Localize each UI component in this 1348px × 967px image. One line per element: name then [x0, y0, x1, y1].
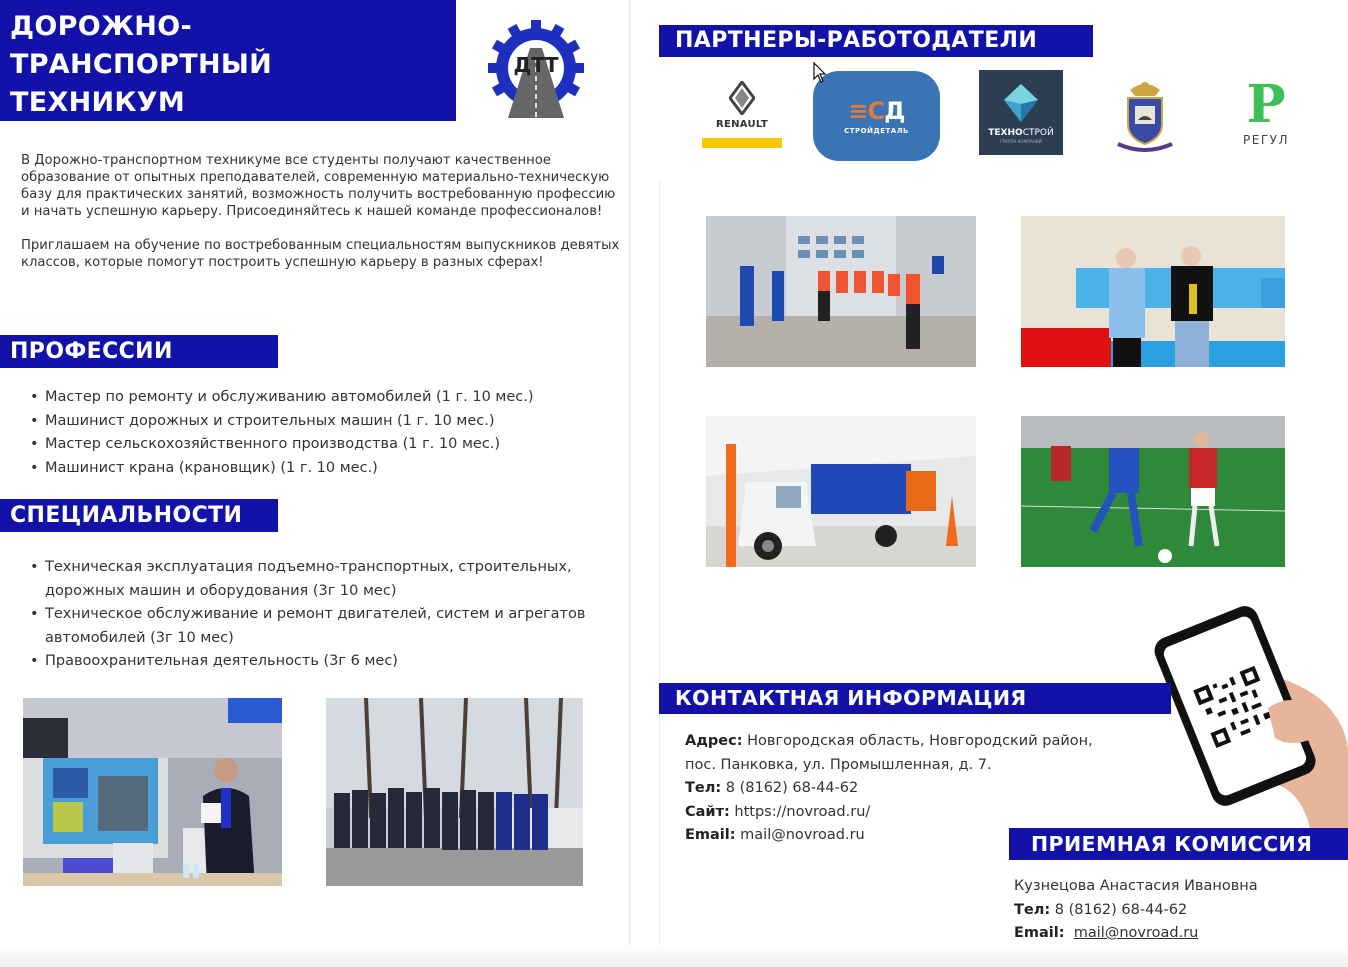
admission-person: Кузнецова Анастасия Ивановна [1014, 878, 1258, 894]
site-line [685, 801, 1155, 825]
presentation-photo [23, 698, 282, 886]
specialties-list [30, 556, 620, 674]
stroydetal-label: СТРОЙДЕТАЛЬ [844, 127, 909, 135]
title-block [0, 0, 456, 121]
truck-photo [706, 416, 976, 567]
bottom-shadow [0, 945, 1348, 967]
stroydetal-mark-b: Д [884, 97, 905, 125]
workshop-photo [706, 216, 976, 367]
intro-text [21, 152, 621, 271]
address-value: Новгородская область, Новгородский район, [742, 733, 1093, 749]
email-label: Email: [685, 827, 736, 843]
site-link[interactable]: https://novroad.ru/ [729, 803, 871, 820]
intro-paragraph-1: В Дорожно-транспортном техникуме все студенты получают качественное образование от опытных преподавателей, современную материально-техническую базу для практических занятий, возможность получить востребованную профессию и начать успешную карьеру. Присоединяйтесь к нашей команде профессионалов! [21, 153, 616, 219]
admission-heading: ПРИЕМНАЯ КОМИССИЯ [1009, 828, 1348, 860]
partner-police-emblem-icon [1110, 76, 1180, 156]
partner-renault-logo [700, 74, 784, 154]
admission-phone-line [1014, 899, 1344, 923]
title-line-3: ТЕХНИКУМ [10, 87, 186, 118]
admission-email-label: Email: [1014, 925, 1065, 941]
address-line-2: пос. Панковка, ул. Промышленная, д. 7. [685, 756, 992, 773]
qr-code-phone-icon [1150, 598, 1348, 828]
group-photo-park [326, 698, 583, 886]
title-line-2: ТРАНСПОРТНЫЙ [10, 49, 273, 80]
renault-label: RENAULT [715, 118, 769, 130]
admission-info [1014, 875, 1344, 946]
admission-email-line [1014, 922, 1344, 946]
list-item: • Техническая эксплуатация подъемно-транспортных, строительных, дорожных машин и оборудования (3г 10 мес) [30, 556, 620, 603]
page-spine [629, 0, 631, 967]
list-item: • Машинист крана (крановщик) (1 г. 10 мес.) [30, 457, 620, 481]
svg-text:ДТТ: ДТТ [513, 53, 559, 77]
phone-value: 8 (8162) 68-44-62 [721, 780, 859, 796]
partners-heading: ПАРТНЕРЫ-РАБОТОДАТЕЛИ [659, 25, 1093, 57]
partner-technostroy-logo [979, 70, 1063, 155]
specialties-heading: СПЕЦИАЛЬНОСТИ [0, 499, 278, 532]
list-item: • Правоохранительная деятельность (3г 6 мес) [30, 650, 620, 674]
address-line-1 [685, 730, 1155, 754]
stroydetal-mark-a: ≡С [848, 97, 885, 125]
admission-phone-label: Тел: [1014, 901, 1051, 918]
professions-heading: ПРОФЕССИИ [0, 335, 278, 368]
technostroy-label-bold: ТЕХНО [988, 127, 1023, 138]
address-label: Адрес: [685, 733, 743, 749]
partner-stroydetal-logo [813, 71, 940, 161]
football-photo [1021, 416, 1285, 567]
admission-phone-value: 8 (8162) 68-44-62 [1050, 901, 1188, 918]
regul-label: РЕГУЛ [1243, 133, 1289, 147]
renault-diamond-icon [729, 81, 755, 115]
award-photo [1021, 216, 1285, 367]
intro-paragraph-2: Приглашаем на обучение по востребованным специальностям выпускников девятых классов, которые помогут построить успешную карьеру в разных сферах! [21, 238, 620, 270]
technostroy-label [988, 128, 1053, 138]
stroydetal-mark [848, 97, 904, 125]
admission-email-link[interactable]: mail@novroad.ru [1073, 925, 1199, 941]
mouse-cursor-icon [813, 62, 827, 84]
list-item: • Мастер по ремонту и обслуживанию автомобилей (1 г. 10 мес.) [30, 386, 620, 410]
phone-line [685, 777, 1155, 801]
renault-yellow-bar [702, 138, 782, 148]
list-item: • Мастер сельскохозяйственного производства (1 г. 10 мес.) [30, 433, 620, 457]
phone-label: Тел: [685, 780, 722, 796]
page-edge [659, 180, 660, 967]
technostroy-sub: ГРУППА КОМПАНИЙ [1000, 138, 1042, 144]
regul-mark: P [1246, 74, 1286, 135]
list-item: • Техническое обслуживание и ремонт двигателей, систем и агрегатов автомобилей (3г 10 мес) [30, 603, 620, 650]
list-item: • Машинист дорожных и строительных машин (1 г. 10 мес.) [30, 410, 620, 434]
professions-list [30, 386, 620, 480]
contacts-heading: КОНТАКТНАЯ ИНФОРМАЦИЯ [659, 683, 1171, 714]
college-logo-icon [486, 18, 586, 120]
partner-regul-logo [1230, 74, 1302, 148]
technostroy-label-rest: СТРОЙ [1022, 127, 1054, 138]
site-label: Сайт: [685, 803, 730, 820]
technostroy-gem-icon [1002, 82, 1040, 124]
email-link[interactable]: mail@novroad.ru [735, 827, 865, 843]
title-line-1: ДОРОЖНО- [10, 11, 192, 42]
